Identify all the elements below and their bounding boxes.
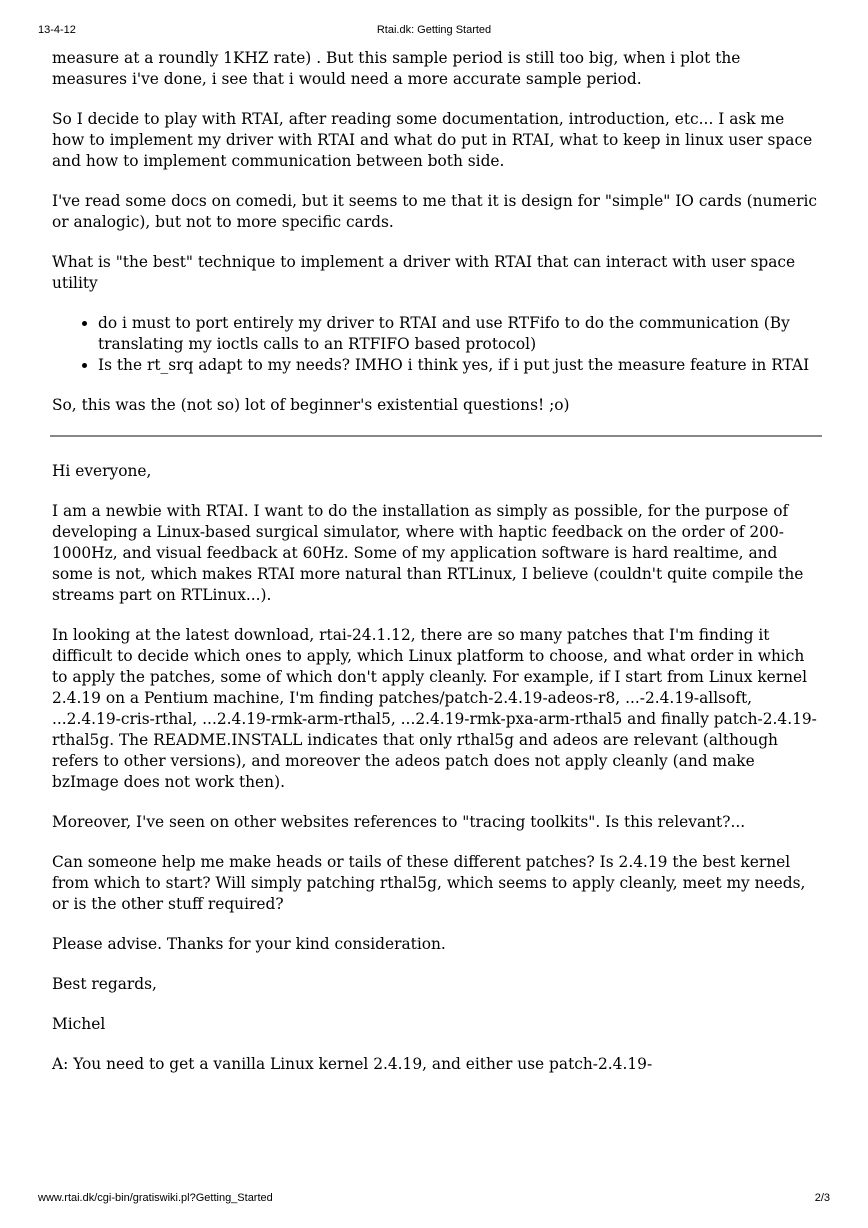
post1-paragraph-1: measure at a roundly 1KHZ rate) . But this sample period is still too big, when i plot the measures i've done, i see that i would need a more accurate sample period. bbox=[52, 49, 741, 88]
post2-paragraph-2: In looking at the latest download, rtai-24.1.12, there are so many patches that I'm finding it difficult to decide which ones to apply, which Linux platform to choose, and what order in which to apply the patches, some of which don't apply cleanly. For example, if I start from Linux kernel 2.4.19 on a Pentium machine, I'm finding patches/patch-2.4.19-adeos-r8, ...-2.4.19-allsoft, ...2.4.19-cris-rthal, ...2.4.19-rmk-arm-rthal5, ...2.4.19-rmk-pxa-arm-rthal5 and finally patch-2.4.19-rthal5g. The README.INSTALL indicates that only rthal5g and adeos are relevant (although refers to other versions), and moreover the adeos patch does not apply cleanly (and make bzImage does not work then). bbox=[52, 626, 817, 791]
post1-paragraph-3: I've read some docs on comedi, but it seems to me that it is design for "simple" IO cards (numeric or analogic), but not to more specific cards. bbox=[52, 192, 818, 231]
post1-bullet-list bbox=[52, 313, 820, 376]
list-item: • do i must to port entirely my driver to RTAI and use RTFifo to do the communication (By translating my ioctls calls to an RTFIFO based protocol) bbox=[98, 313, 820, 355]
post2-paragraph-4: Can someone help me make heads or tails of these different patches? Is 2.4.19 the best kernel from which to start? Will simply patching rthal5g, which seems to apply cleanly, meet my needs, or is the other stuff required? bbox=[52, 853, 806, 913]
page-url: www.rtai.dk/cgi-bin/gratiswiki.pl?Getting_Started bbox=[38, 1192, 273, 1204]
post2-paragraph-3: Moreover, I've seen on other websites references to "tracing toolkits". Is this relevant?... bbox=[52, 813, 746, 831]
list-item: • Is the rt_srq adapt to my needs? IMHO i think yes, if i put just the measure feature in RTAI bbox=[98, 355, 820, 376]
post2-signature: Michel bbox=[52, 1015, 106, 1033]
post2-paragraph-1: I am a newbie with RTAI. I want to do the installation as simply as possible, for the purpose of developing a Linux-based surgical simulator, where with haptic feedback on the order of 200-1000Hz, and visual feedback at 60Hz. Some of my application software is hard realtime, and some is not, which makes RTAI more natural than RTLinux, I believe (couldn't quite compile the streams part on RTLinux...). bbox=[52, 502, 804, 604]
post2-closing: Best regards, bbox=[52, 975, 157, 993]
post1-paragraph-5: So, this was the (not so) lot of beginner's existential questions! ;o) bbox=[52, 396, 570, 414]
post2-greeting: Hi everyone, bbox=[52, 462, 152, 480]
post1-paragraph-2: So I decide to play with RTAI, after reading some documentation, introduction, etc... I ask me how to implement my driver with RTAI and what do put in RTAI, what to keep in linux user space and how to implement communication between both side. bbox=[52, 110, 813, 170]
wiki-content bbox=[52, 48, 820, 1094]
post1-paragraph-4: What is "the best" technique to implement a driver with RTAI that can interact with user space utility bbox=[52, 253, 796, 292]
answer-paragraph: A: You need to get a vanilla Linux kernel 2.4.19, and either use patch-2.4.19- bbox=[52, 1055, 653, 1073]
page-number: 2/3 bbox=[814, 1192, 830, 1204]
print-date: 13-4-12 bbox=[38, 24, 76, 36]
post2-paragraph-5: Please advise. Thanks for your kind consideration. bbox=[52, 935, 446, 953]
horizontal-divider bbox=[50, 435, 822, 437]
page-title: Rtai.dk: Getting Started bbox=[376, 24, 492, 36]
